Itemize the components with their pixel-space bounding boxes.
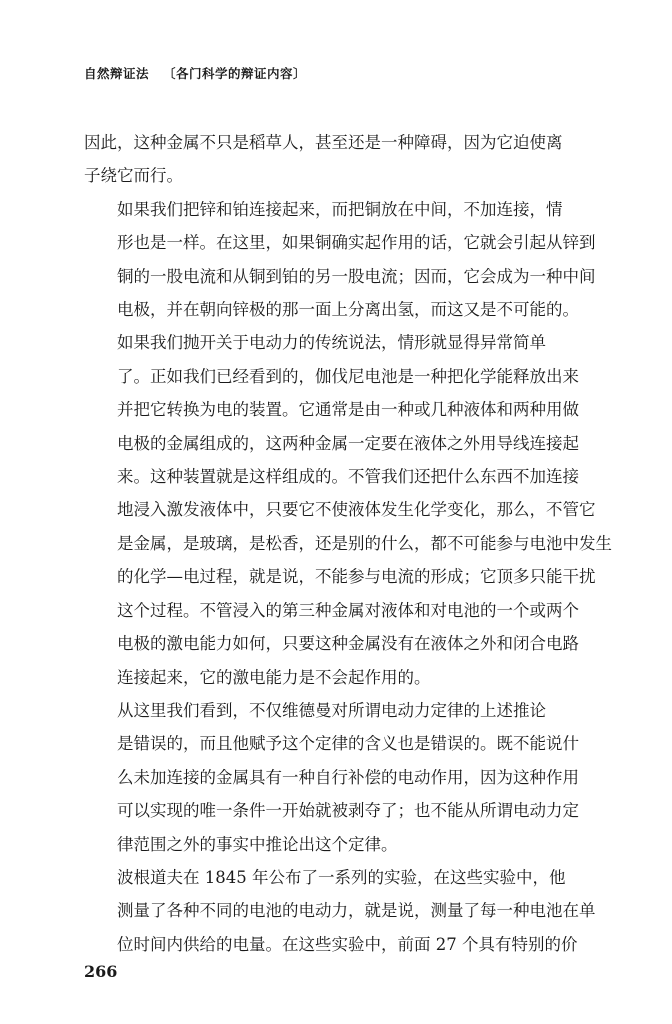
text-line: 位时间内供给的电量。在这些实验中，前面 27 个具有特别的价 (117, 934, 578, 954)
text-line: 并把它转换为电的装置。它通常是由一种或几种液体和两种用做 (117, 400, 579, 420)
text-line: 形也是一样。在这里，如果铜确实起作用的话，它就会引起从锌到 (117, 233, 596, 253)
text-line: 测量了各种不同的电池的电动力，就是说，测量了每一种电池在单 (117, 901, 596, 921)
text-line: 从这里我们看到，不仅维德曼对所谓电动力定律的上述推论 (117, 700, 546, 720)
paragraph (84, 326, 612, 693)
text-line: 了。正如我们已经看到的，伽伐尼电池是一种把化学能释放出来 (117, 366, 579, 386)
text-line: 因此，这种金属不只是稻草人，甚至还是一种障碍，因为它迫使离 (84, 133, 563, 152)
text-line: 律范围之外的事实中推论出这个定律。 (117, 834, 398, 854)
paragraph (84, 694, 579, 861)
text-line: 电极的金属组成的，这两种金属一定要在液体之外用导线连接起 (117, 433, 579, 453)
text-line: 连接起来，它的激电能力是不会起作用的。 (117, 667, 431, 687)
body-text (84, 126, 612, 961)
book-title: 自然辩证法 (84, 66, 150, 81)
text-line: 铜的一股电流和从铜到铂的另一股电流；因而，它会成为一种中间 (117, 266, 596, 286)
text-line: 么未加连接的金属具有一种自行补偿的电动作用，因为这种作用 (117, 767, 579, 787)
text-line: 如果我们把锌和铂连接起来，而把铜放在中间，不加连接，情 (117, 199, 563, 219)
paragraph (84, 193, 596, 327)
running-head (84, 64, 306, 82)
text-line: 是错误的，而且他赋予这个定律的含义也是错误的。既不能说什 (117, 734, 579, 754)
text-line: 波根道夫在 1845 年公布了一系列的实验，在这些实验中，他 (117, 867, 566, 887)
text-line: 这个过程。不管浸入的第三种金属对液体和对电池的一个或两个 (117, 600, 579, 620)
text-line: 地浸入激发液体中，只要它不使液体发生化学变化，那么，不管它 (117, 500, 596, 520)
page-number: 266 (84, 962, 118, 981)
section-title: 〔各门科学的辩证内容〕 (163, 66, 307, 81)
text-line: 的化学—电过程，就是说，不能参与电流的形成；它顶多只能干扰 (117, 567, 596, 587)
text-line: 可以实现的唯一条件一开始就被剥夺了；也不能从所谓电动力定 (117, 801, 579, 821)
text-line: 是金属，是玻璃，是松香，还是别的什么，都不可能参与电池中发生 (117, 533, 612, 553)
text-line: 来。这种装置就是这样组成的。不管我们还把什么东西不加连接 (117, 467, 579, 487)
text-line: 子绕它而行。 (84, 166, 183, 186)
paragraph (84, 861, 596, 961)
text-line: 如果我们抛开关于电动力的传统说法，情形就显得异常简单 (117, 333, 546, 353)
paragraph (84, 126, 564, 193)
text-line: 电极，并在朝向锌极的那一面上分离出氢，而这又是不可能的。 (117, 300, 579, 320)
text-line: 电极的激电能力如何，只要这种金属没有在液体之外和闭合电路 (117, 634, 579, 654)
